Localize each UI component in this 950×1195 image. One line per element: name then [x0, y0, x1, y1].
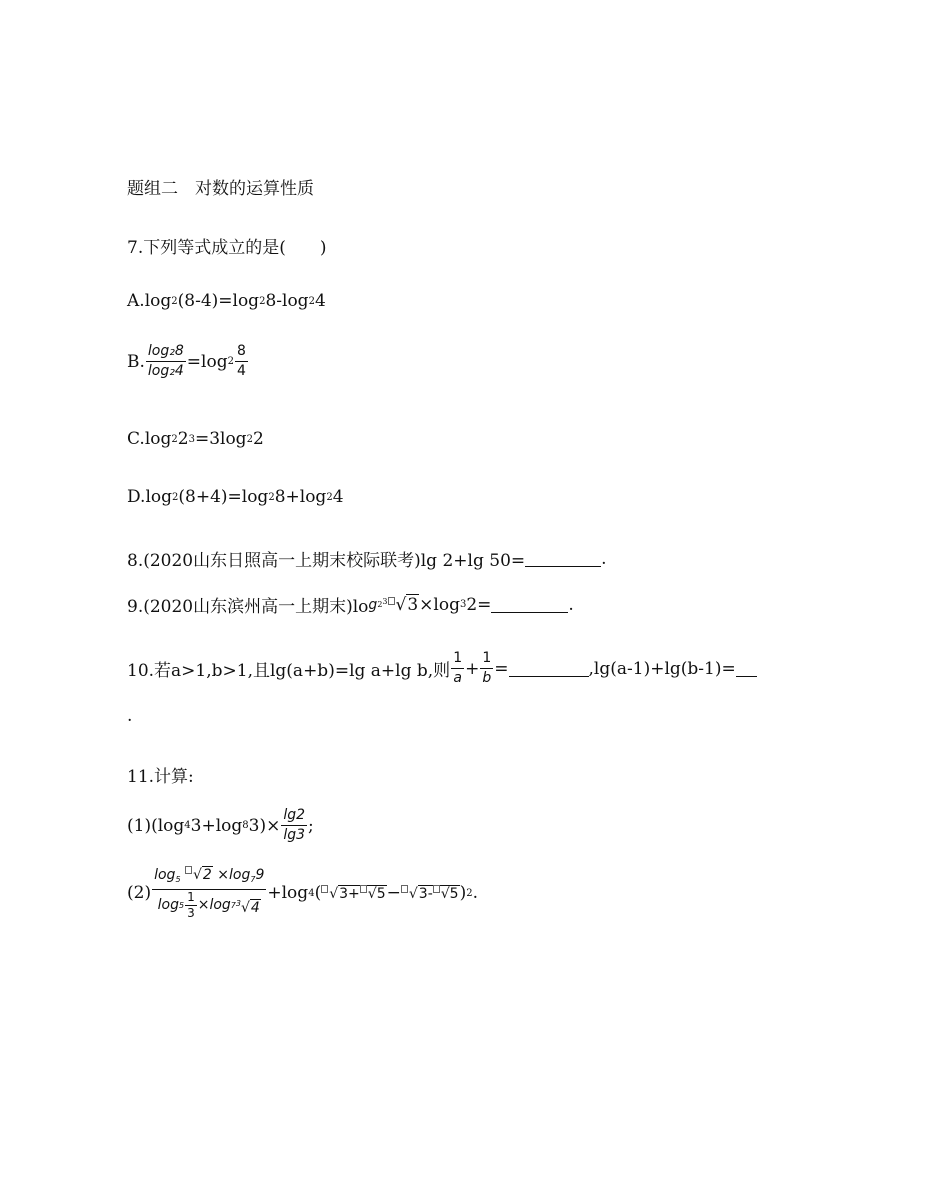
question-7-option-d: D. log 2 (8+4)=log 2 8+log 2 4 — [127, 487, 344, 507]
placeholder-box — [185, 866, 192, 874]
placeholder-box — [321, 885, 328, 893]
placeholder-box — [388, 597, 395, 605]
question-11-part-1: (1)(log 4 3+log 8 3)× $\frac{\lg 2}{\lg 3}$ ; — [127, 807, 314, 843]
cube-root-4: $^3$√4 — [235, 898, 260, 916]
question-7-option-b: B. $\frac{\text{log₂8}}{\text{log₂4}}$ =log 2 $\frac{8}{4}$ — [127, 343, 246, 379]
answer-blank[interactable] — [509, 660, 589, 677]
question-8: 8.(2020山东日照高一上期末校际联考)lg 2+lg 50= . — [127, 548, 607, 571]
fraction-1-over-a: $\frac{1}{a}$ — [453, 650, 463, 686]
fraction-log-ratio: $\frac{\text{log₂8}}{\text{log₂4}}$ — [147, 343, 184, 379]
nested-root-3-plus-root-5: √3+ √5 — [321, 885, 386, 902]
placeholder-box — [360, 885, 367, 893]
question-7-option-c: C. log 2 2 3 =3log 2 2 — [127, 429, 264, 449]
question-9: 9.(2020山东滨州高一上期末)lo g 2 $^3$ √3 ×log 3 2= . — [127, 594, 574, 617]
cube-root-3: $^3$ √3 — [382, 594, 419, 615]
root-2: √2 — [185, 866, 213, 884]
placeholder-box — [401, 885, 408, 893]
placeholder-box — [433, 885, 440, 893]
question-10: 10.若a>1,b>1,且lg(a+b)=lg a+lg b,则 $\frac{1}{a}$ + $\frac{1}{b}$ = ,lg(a-1)+lg(b-1)= — [127, 650, 757, 687]
question-7-option-a: A. log 2 (8-4)=log 2 8-log 2 4 — [127, 291, 326, 311]
question-7-stem: 7.下列等式成立的是( ) — [127, 238, 327, 258]
nested-root-3-minus-root-5: √3- √5 — [401, 885, 460, 902]
answer-blank[interactable] — [736, 660, 757, 677]
fraction-1-over-3: $\frac{1}{3}$ — [187, 890, 195, 920]
fraction-log-expression: $\log_5 √2 \times\log_79$ log 5 $\frac{1}{3}$ ×log 7 $^3$√4 — [154, 867, 265, 920]
answer-blank[interactable] — [491, 596, 568, 613]
fraction-1-over-b: $\frac{1}{b}$ — [482, 650, 492, 686]
question-11-part-2: (2) $\log_5 √2 \times\log_79$ log 5 $\frac{1}{3}$ ×log 7 $^3$√4 +log 4 ( √3+ √5 − √3- √5 ) 2 . — [127, 867, 479, 920]
section-title: 题组二 对数的运算性质 — [127, 179, 314, 199]
question-11-stem: 11.计算: — [127, 767, 194, 787]
fraction-lg2-over-lg3: $\frac{\lg 2}{\lg 3}$ — [283, 807, 306, 843]
answer-blank[interactable] — [525, 550, 601, 567]
question-10-end: . — [127, 706, 133, 726]
fraction-8-over-4: $\frac{8}{4}$ — [236, 343, 246, 379]
